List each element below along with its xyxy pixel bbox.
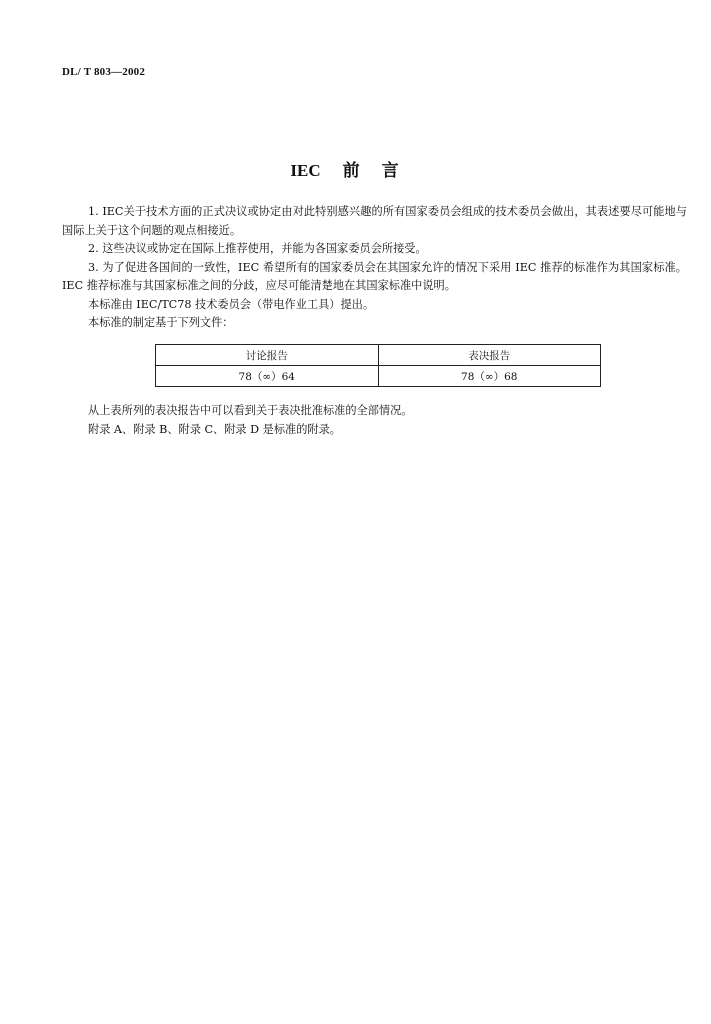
body-text: [62, 203, 687, 333]
closing-text: [62, 401, 687, 439]
paragraph-1: 1. IEC关于技术方面的正式决议或协定由对此特别感兴趣的所有国家委员会组成的技术委员会做出，其表述要尽可能地与国际上关于这个问题的观点相接近。: [62, 205, 687, 237]
table-cell: 78（∞）64: [156, 366, 379, 387]
paragraph-5: 本标准的制定基于下列文件：: [88, 316, 234, 329]
title-latin: IEC: [290, 161, 321, 180]
table-header-row: [156, 345, 601, 366]
page-title: [0, 156, 711, 181]
table-row: [156, 366, 601, 387]
paragraph-3: 3. 为了促进各国间的一致性，IEC 希望所有的国家委员会在其国家允许的情况下采用 IEC 推荐的标准作为其国家标准。IEC 推荐标准与其国家标准之间的分歧，应尽可能清楚地在其国家标准中说明。: [62, 260, 687, 292]
table-header-cell: 讨论报告: [156, 345, 379, 366]
paragraph-6: 从上表所列的表决报告中可以看到关于表决批准标准的全部情况。: [88, 404, 413, 417]
table-cell: 78（∞）68: [378, 366, 601, 387]
paragraph-7: 附录 A、附录 B、附录 C、附录 D 是标准的附录。: [88, 423, 341, 436]
document-code: DL/ T 803—2002: [62, 66, 146, 78]
title-cjk: 前言: [342, 161, 421, 181]
paragraph-2: 2. 这些决议或协定在国际上推荐使用，并能为各国家委员会所接受。: [88, 242, 427, 255]
reports-table: [155, 344, 601, 387]
table-header-cell: 表决报告: [378, 345, 601, 366]
paragraph-4: 本标准由 IEC/TC78 技术委员会（带电作业工具）提出。: [88, 297, 375, 311]
